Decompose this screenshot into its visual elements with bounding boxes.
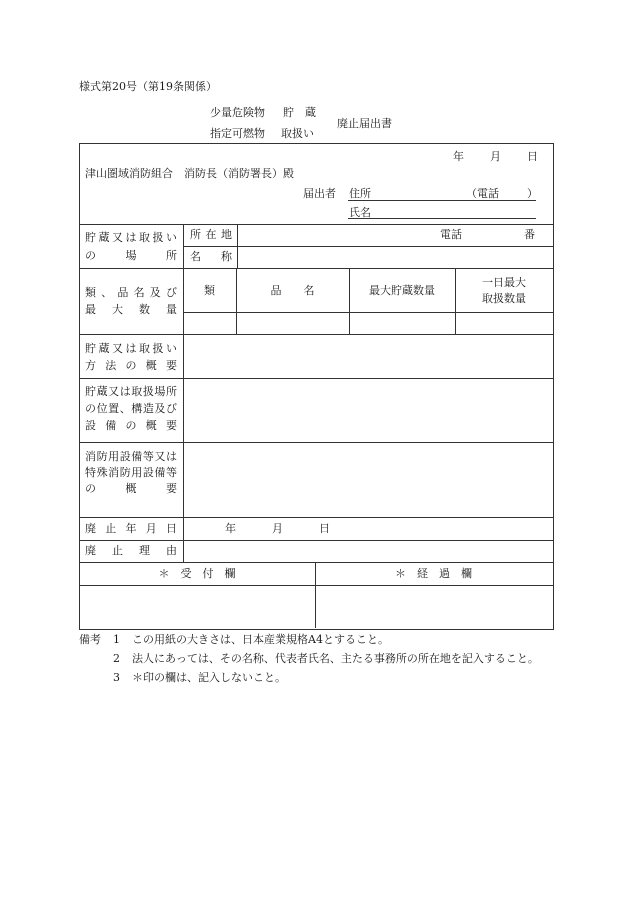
note-2-text: 法人にあっては、その名称、代表者氏名、主たる事務所の所在地を記入すること。 <box>132 652 539 665</box>
location-row-label-2: の 場 所 <box>85 249 177 262</box>
col-class: 類 <box>204 284 215 297</box>
facility-label-1: 貯蔵又は取扱場所 <box>85 385 177 398</box>
note-2-number: 2 <box>113 652 120 665</box>
phone-label: （電話 <box>466 187 499 200</box>
phone-close: ） <box>527 187 538 200</box>
method-label-2: 方法の概要 <box>85 359 177 372</box>
abolition-reason-label: 廃止理由 <box>85 544 177 557</box>
location-name-label: 名 称 <box>190 250 232 263</box>
name-label: 氏名 <box>349 206 371 219</box>
items-row-label-2: 最大数量 <box>85 303 177 316</box>
notes-label: 備考 <box>79 633 101 646</box>
name-field[interactable] <box>348 218 536 219</box>
facility-label-2: の位置、構造及び <box>85 402 177 415</box>
heading-small-hazardous: 少量危険物 <box>210 106 265 119</box>
col-daily-max-1: 一日最大 <box>482 276 526 289</box>
location-phone-label: 電話 <box>440 228 462 241</box>
col-daily-max-2: 取扱数量 <box>482 292 526 305</box>
note-3-number: 3 <box>113 671 120 684</box>
fire-equipment-label-1: 消防用設備等又は <box>85 450 177 463</box>
notifier-label: 届出者 <box>303 187 336 200</box>
address-field[interactable] <box>348 200 536 201</box>
fire-equipment-label-3: の 概 要 <box>85 482 177 495</box>
method-label-1: 貯蔵又は取扱い <box>85 342 177 355</box>
location-row-label-1: 貯蔵又は取扱い <box>85 231 177 244</box>
address-label: 住所 <box>349 187 371 200</box>
facility-label-3: 設備の概要 <box>85 419 177 432</box>
note-1-text: この用紙の大きさは、日本産業規格A4とすること。 <box>132 633 389 646</box>
date-day-label: 日 <box>527 150 538 163</box>
heading-storage: 貯 蔵 <box>283 106 316 119</box>
abolition-month-label: 月 <box>272 522 283 535</box>
items-row-label-1: 類、品名及び <box>85 286 177 299</box>
form-number: 様式第20号（第19条関係） <box>79 80 217 93</box>
col-max-storage: 最大貯蔵数量 <box>369 284 435 297</box>
heading-designated-combustibles: 指定可燃物 <box>210 127 265 140</box>
form-title: 廃止届出書 <box>337 117 392 130</box>
progress-column-header: ＊ 経 過 欄 <box>395 567 472 580</box>
addressee: 津山圏域消防組合 消防長（消防署長）殿 <box>85 167 294 180</box>
col-item-name: 品 名 <box>270 284 315 297</box>
abolition-day-label: 日 <box>319 522 330 535</box>
abolition-date-label: 廃止年月日 <box>85 522 177 535</box>
note-1-number: 1 <box>113 633 120 646</box>
heading-handling: 取扱い <box>281 127 314 140</box>
abolition-year-label: 年 <box>225 522 236 535</box>
reception-column-header: ＊ 受 付 欄 <box>158 567 236 580</box>
fire-equipment-label-2: 特殊消防用設備等 <box>85 466 177 479</box>
date-year-label: 年 <box>453 150 464 163</box>
location-phone-suffix: 番 <box>524 228 535 241</box>
location-address-label: 所在地 <box>190 228 232 241</box>
date-month-label: 月 <box>490 150 501 163</box>
note-3-text: ＊印の欄は、記入しないこと。 <box>132 671 286 684</box>
